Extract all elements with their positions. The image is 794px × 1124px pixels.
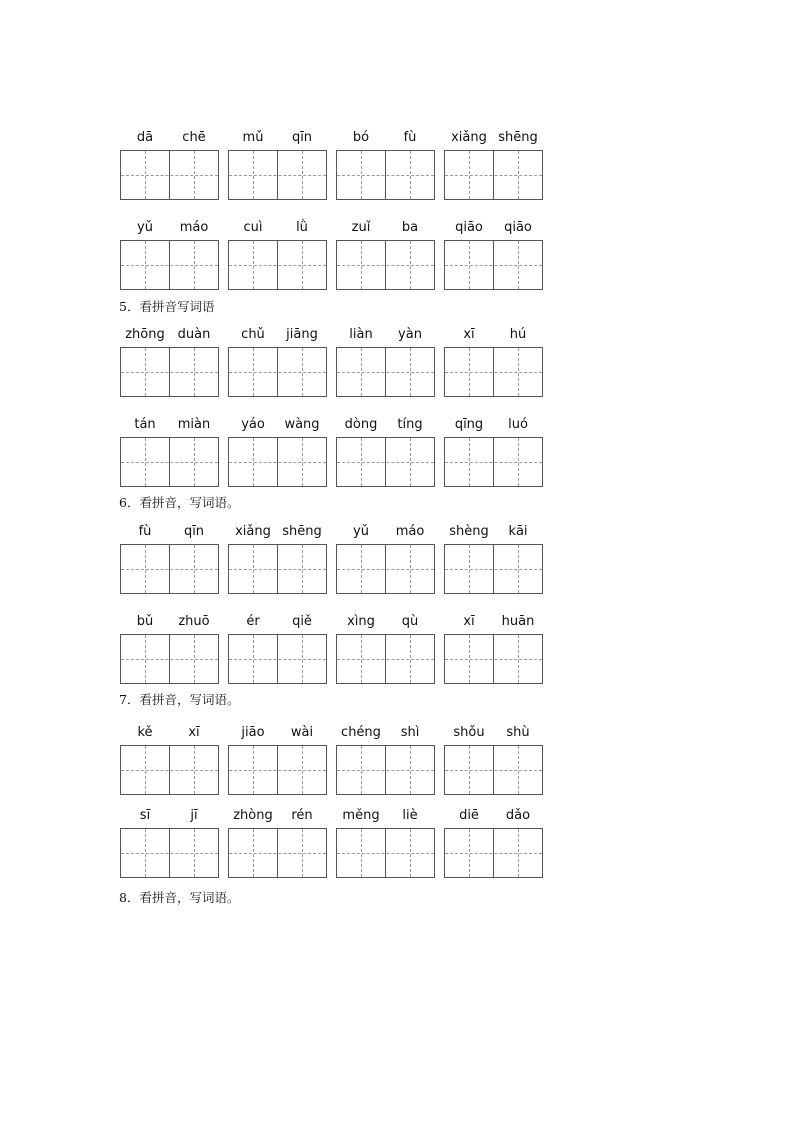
pinyin-syllable: luó xyxy=(508,417,528,432)
pinyin-syllable: qiāo xyxy=(504,220,532,235)
pinyin-syllable: fù xyxy=(138,524,152,539)
character-writing-grid[interactable] xyxy=(228,240,327,290)
guide-line xyxy=(302,746,303,794)
pinyin-syllable: jī xyxy=(190,808,198,823)
pinyin-syllable: jiāo xyxy=(241,725,265,740)
guide-line xyxy=(229,659,326,660)
pinyin-syllable: zuǐ xyxy=(351,220,371,235)
word-item xyxy=(336,327,435,399)
guide-line xyxy=(337,462,434,463)
guide-line xyxy=(121,770,218,771)
pinyin-syllable: huān xyxy=(501,614,535,629)
word-item xyxy=(120,130,219,202)
character-writing-grid[interactable] xyxy=(444,828,543,878)
guide-line xyxy=(253,829,254,877)
guide-line xyxy=(445,770,542,771)
guide-line xyxy=(518,241,519,289)
character-writing-grid[interactable] xyxy=(336,240,435,290)
guide-line xyxy=(121,853,218,854)
word-item xyxy=(120,524,219,596)
guide-line xyxy=(194,151,195,199)
pinyin-syllable: yǔ xyxy=(353,524,369,539)
character-writing-grid[interactable] xyxy=(444,437,543,487)
guide-line xyxy=(302,151,303,199)
guide-line xyxy=(445,265,542,266)
guide-line xyxy=(337,569,434,570)
pinyin-syllable: duàn xyxy=(177,327,211,342)
exercise-heading: 5．看拼音写词语 xyxy=(119,299,215,314)
pinyin-syllable: qīng xyxy=(454,417,484,432)
guide-line xyxy=(145,545,146,593)
word-item xyxy=(228,417,327,489)
pinyin-syllable: máo xyxy=(179,220,209,235)
guide-line xyxy=(121,462,218,463)
pinyin-syllable: dǎo xyxy=(505,808,531,823)
guide-line xyxy=(302,438,303,486)
guide-line xyxy=(518,151,519,199)
character-writing-grid[interactable] xyxy=(336,437,435,487)
pinyin-syllable: chéng xyxy=(341,725,381,740)
word-item xyxy=(120,220,219,292)
guide-line xyxy=(361,438,362,486)
guide-line xyxy=(445,659,542,660)
guide-line xyxy=(469,829,470,877)
word-item xyxy=(444,614,543,686)
pinyin-syllable: rén xyxy=(291,808,313,823)
guide-line xyxy=(518,438,519,486)
guide-line xyxy=(253,545,254,593)
guide-line xyxy=(469,151,470,199)
guide-line xyxy=(518,746,519,794)
guide-line xyxy=(337,770,434,771)
guide-line xyxy=(410,241,411,289)
pinyin-syllable: qiě xyxy=(292,614,312,629)
guide-line xyxy=(145,241,146,289)
guide-line xyxy=(253,151,254,199)
pinyin-syllable: chǔ xyxy=(241,327,265,342)
guide-line xyxy=(145,151,146,199)
character-writing-grid[interactable] xyxy=(228,150,327,200)
pinyin-syllable: lǜ xyxy=(296,220,308,235)
guide-line xyxy=(121,175,218,176)
pinyin-syllable: fù xyxy=(403,130,417,145)
guide-line xyxy=(229,569,326,570)
pinyin-word-row xyxy=(120,808,545,880)
guide-line xyxy=(229,853,326,854)
word-item xyxy=(228,524,327,596)
guide-line xyxy=(469,635,470,683)
pinyin-syllable: qīn xyxy=(291,130,313,145)
guide-line xyxy=(121,569,218,570)
pinyin-syllable: shù xyxy=(506,725,530,740)
guide-line xyxy=(194,438,195,486)
pinyin-syllable: xìng xyxy=(347,614,375,629)
word-item xyxy=(444,130,543,202)
guide-line xyxy=(253,746,254,794)
guide-line xyxy=(337,372,434,373)
pinyin-syllable: kě xyxy=(137,725,153,740)
pinyin-syllable: wài xyxy=(290,725,314,740)
character-writing-grid[interactable] xyxy=(444,347,543,397)
pinyin-word-row xyxy=(120,130,545,202)
guide-line xyxy=(469,545,470,593)
word-item xyxy=(336,524,435,596)
guide-line xyxy=(302,635,303,683)
word-item xyxy=(444,524,543,596)
pinyin-word-row xyxy=(120,327,545,399)
pinyin-syllable: yáo xyxy=(241,417,265,432)
guide-line xyxy=(253,635,254,683)
character-writing-grid[interactable] xyxy=(444,150,543,200)
guide-line xyxy=(302,241,303,289)
exercise-heading: 6．看拼音，写词语。 xyxy=(119,495,240,510)
pinyin-syllable: zhōng xyxy=(125,327,165,342)
word-item xyxy=(336,808,435,880)
pinyin-syllable: yàn xyxy=(398,327,422,342)
guide-line xyxy=(253,348,254,396)
character-writing-grid[interactable] xyxy=(228,347,327,397)
character-writing-grid[interactable] xyxy=(228,828,327,878)
guide-line xyxy=(194,746,195,794)
guide-line xyxy=(337,659,434,660)
pinyin-syllable: shēng xyxy=(498,130,538,145)
guide-line xyxy=(229,462,326,463)
pinyin-syllable: qiāo xyxy=(455,220,483,235)
guide-line xyxy=(518,635,519,683)
guide-line xyxy=(361,241,362,289)
character-writing-grid[interactable] xyxy=(336,634,435,684)
word-item xyxy=(336,220,435,292)
character-writing-grid[interactable] xyxy=(336,544,435,594)
character-writing-grid[interactable] xyxy=(228,745,327,795)
pinyin-syllable: xiǎng xyxy=(451,130,487,145)
pinyin-syllable: kāi xyxy=(508,524,528,539)
pinyin-syllable: mǔ xyxy=(242,130,264,145)
guide-line xyxy=(253,241,254,289)
pinyin-syllable: yǔ xyxy=(137,220,153,235)
pinyin-syllable: shèng xyxy=(449,524,489,539)
guide-line xyxy=(410,545,411,593)
word-item xyxy=(444,725,543,797)
character-writing-grid[interactable] xyxy=(336,347,435,397)
guide-line xyxy=(469,438,470,486)
guide-line xyxy=(194,829,195,877)
pinyin-syllable: cuì xyxy=(243,220,263,235)
guide-line xyxy=(121,659,218,660)
word-item xyxy=(444,220,543,292)
pinyin-syllable: ba xyxy=(401,220,419,235)
guide-line xyxy=(194,635,195,683)
pinyin-syllable: xī xyxy=(463,614,475,629)
word-item xyxy=(228,220,327,292)
character-writing-grid[interactable] xyxy=(444,634,543,684)
guide-line xyxy=(337,175,434,176)
character-writing-grid[interactable] xyxy=(444,240,543,290)
guide-line xyxy=(445,569,542,570)
word-item xyxy=(120,725,219,797)
guide-line xyxy=(194,241,195,289)
guide-line xyxy=(410,438,411,486)
guide-line xyxy=(229,175,326,176)
character-writing-grid[interactable] xyxy=(228,437,327,487)
guide-line xyxy=(410,829,411,877)
guide-line xyxy=(194,348,195,396)
guide-line xyxy=(518,348,519,396)
pinyin-syllable: tán xyxy=(134,417,156,432)
word-item xyxy=(120,327,219,399)
pinyin-syllable: liàn xyxy=(349,327,373,342)
word-item xyxy=(336,417,435,489)
guide-line xyxy=(410,151,411,199)
pinyin-syllable: qīn xyxy=(183,524,205,539)
pinyin-syllable: chē xyxy=(182,130,206,145)
pinyin-syllable: bǔ xyxy=(136,614,154,629)
guide-line xyxy=(361,545,362,593)
guide-line xyxy=(337,853,434,854)
guide-line xyxy=(469,746,470,794)
pinyin-syllable: diē xyxy=(459,808,479,823)
guide-line xyxy=(445,462,542,463)
pinyin-syllable: miàn xyxy=(177,417,211,432)
guide-line xyxy=(145,829,146,877)
guide-line xyxy=(410,348,411,396)
guide-line xyxy=(337,265,434,266)
pinyin-syllable: hú xyxy=(509,327,527,342)
character-writing-grid[interactable] xyxy=(120,437,219,487)
pinyin-syllable: bó xyxy=(352,130,370,145)
pinyin-syllable: zhòng xyxy=(233,808,273,823)
character-writing-grid[interactable] xyxy=(228,544,327,594)
guide-line xyxy=(121,265,218,266)
word-item xyxy=(228,614,327,686)
guide-line xyxy=(361,348,362,396)
character-writing-grid[interactable] xyxy=(120,745,219,795)
character-writing-grid[interactable] xyxy=(120,544,219,594)
guide-line xyxy=(410,746,411,794)
word-item xyxy=(120,808,219,880)
pinyin-word-row xyxy=(120,614,545,686)
pinyin-syllable: tíng xyxy=(397,417,423,432)
word-item xyxy=(444,327,543,399)
guide-line xyxy=(145,438,146,486)
pinyin-syllable: wàng xyxy=(284,417,320,432)
pinyin-syllable: xī xyxy=(188,725,200,740)
guide-line xyxy=(361,151,362,199)
pinyin-syllable: shì xyxy=(400,725,420,740)
pinyin-syllable: xiǎng xyxy=(235,524,271,539)
guide-line xyxy=(229,770,326,771)
word-item xyxy=(336,725,435,797)
guide-line xyxy=(302,545,303,593)
guide-line xyxy=(302,829,303,877)
pinyin-syllable: sī xyxy=(139,808,151,823)
guide-line xyxy=(469,241,470,289)
pinyin-syllable: dā xyxy=(136,130,154,145)
pinyin-syllable: dòng xyxy=(344,417,378,432)
character-writing-grid[interactable] xyxy=(120,828,219,878)
guide-line xyxy=(229,372,326,373)
guide-line xyxy=(361,746,362,794)
guide-line xyxy=(445,175,542,176)
pinyin-syllable: zhuō xyxy=(178,614,210,629)
guide-line xyxy=(302,348,303,396)
exercise-heading: 8．看拼音，写词语。 xyxy=(119,890,240,905)
guide-line xyxy=(145,348,146,396)
guide-line xyxy=(445,853,542,854)
guide-line xyxy=(194,545,195,593)
word-item xyxy=(120,417,219,489)
character-writing-grid[interactable] xyxy=(336,828,435,878)
guide-line xyxy=(410,635,411,683)
word-item xyxy=(120,614,219,686)
word-item xyxy=(228,808,327,880)
guide-line xyxy=(518,545,519,593)
word-item xyxy=(228,327,327,399)
pinyin-word-row xyxy=(120,725,545,797)
guide-line xyxy=(229,265,326,266)
pinyin-word-row xyxy=(120,417,545,489)
pinyin-syllable: ér xyxy=(246,614,260,629)
word-item xyxy=(336,614,435,686)
guide-line xyxy=(469,348,470,396)
guide-line xyxy=(445,372,542,373)
word-item xyxy=(444,417,543,489)
pinyin-syllable: xī xyxy=(463,327,475,342)
character-writing-grid[interactable] xyxy=(444,544,543,594)
pinyin-syllable: qù xyxy=(401,614,419,629)
word-item xyxy=(336,130,435,202)
guide-line xyxy=(145,746,146,794)
character-writing-grid[interactable] xyxy=(336,745,435,795)
guide-line xyxy=(253,438,254,486)
character-writing-grid[interactable] xyxy=(120,240,219,290)
word-item xyxy=(228,725,327,797)
character-writing-grid[interactable] xyxy=(120,347,219,397)
pinyin-syllable: jiāng xyxy=(286,327,318,342)
character-writing-grid[interactable] xyxy=(120,634,219,684)
pinyin-syllable: měng xyxy=(342,808,380,823)
character-writing-grid[interactable] xyxy=(444,745,543,795)
pinyin-word-row xyxy=(120,220,545,292)
pinyin-word-row xyxy=(120,524,545,596)
guide-line xyxy=(145,635,146,683)
word-item xyxy=(444,808,543,880)
pinyin-syllable: liè xyxy=(402,808,418,823)
pinyin-syllable: máo xyxy=(395,524,425,539)
character-writing-grid[interactable] xyxy=(336,150,435,200)
exercise-heading: 7．看拼音，写词语。 xyxy=(119,692,240,707)
guide-line xyxy=(121,372,218,373)
pinyin-syllable: shēng xyxy=(282,524,322,539)
guide-line xyxy=(361,829,362,877)
character-writing-grid[interactable] xyxy=(228,634,327,684)
guide-line xyxy=(518,829,519,877)
character-writing-grid[interactable] xyxy=(120,150,219,200)
guide-line xyxy=(361,635,362,683)
pinyin-syllable: shǒu xyxy=(453,725,485,740)
word-item xyxy=(228,130,327,202)
